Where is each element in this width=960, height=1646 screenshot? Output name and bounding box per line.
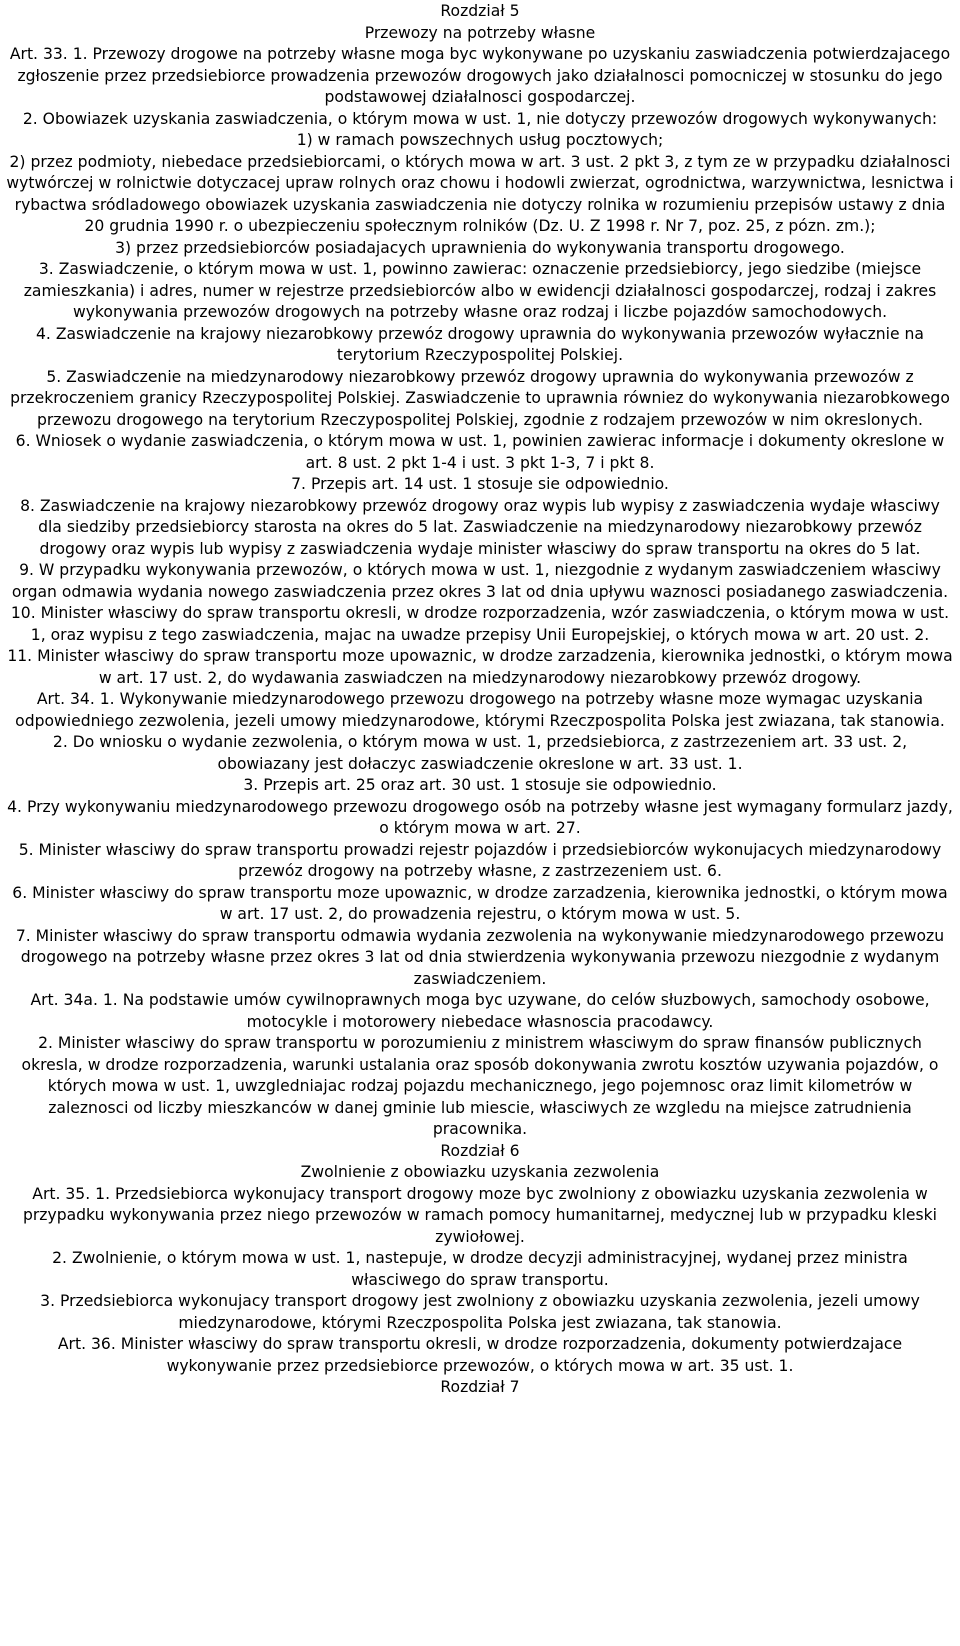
paragraph: 8. Zaswiadczenie na krajowy niezarobkowy przewóz drogowy oraz wypis lub wypisy z zaswiadczenia wydaje własciwy dla siedziby przedsiebiorcy starosta na okres do 5 lat. Zaswiadczenie na miedzynarodowy niezarobkowy przewóz drogowy oraz wypis lub wypisy z zaswiadczenia wydaje minister własciwy do spraw transportu na okres do 5 lat.: [20, 496, 940, 558]
paragraph: 2. Minister własciwy do spraw transportu w porozumieniu z ministrem własciwym do spraw finansów publicznych okresla, w drodze rozporzadzenia, warunki ustalania oraz sposób dokonywania zwrotu kosztów uzywania pojazdów, o których mowa w ust. 1, uwzgledniajac rodzaj pojazdu mechanicznego, jego pojemnosc oraz limit kilometrów w zaleznosci od liczby mieszkanców w danej gminie lub miescie, własciwych ze wzgledu na miejsce zatrudnienia pracownika.: [21, 1034, 939, 1138]
paragraph: Przewozy na potrzeby własne: [364, 23, 596, 42]
paragraph: 2) przez podmioty, niebedace przedsiebiorcami, o których mowa w art. 3 ust. 2 pkt 3, z tym ze w przypadku działalnosci wytwórczej w rolnictwie dotyczacej upraw rolnych oraz chowu i hodowli zwierzat, ogrodnictwa, warzywnictwa, lesnictwa i rybactwa sródladowego obowiazek uzyskania zaswiadczenia nie dotyczy rolnika w rozumieniu przepisów ustawy z dnia 20 grudnia 1990 r. o ubezpieczeniu społecznym rolników (Dz. U. Z 1998 r. Nr 7, poz. 25, z pózn. zm.);: [6, 152, 954, 235]
paragraph: 4. Zaswiadczenie na krajowy niezarobkowy przewóz drogowy uprawnia do wykonywania przewozów wyłacznie na terytorium Rzeczypospolitej Polskiej.: [35, 324, 924, 364]
paragraph: Art. 35. 1. Przedsiebiorca wykonujacy transport drogowy moze byc zwolniony z obowiazku uzyskania zezwolenia w przypadku wykonywania przez niego przewozów w ramach pomocy humanitarnej, medycznej lub w przypadku kleski zywiołowej.: [22, 1184, 937, 1246]
paragraph: 2. Do wniosku o wydanie zezwolenia, o którym mowa w ust. 1, przedsiebiorca, z zastrzezeniem art. 33 ust. 2, obowiazany jest dołaczyc zaswiadczenie okreslone w art. 33 ust. 1.: [52, 733, 908, 773]
paragraph: 7. Przepis art. 14 ust. 1 stosuje sie odpowiednio.: [291, 475, 669, 493]
paragraph: 9. W przypadku wykonywania przewozów, o których mowa w ust. 1, niezgodnie z wydanym zaswiadczeniem własciwy organ odmawia wydania nowego zaswiadczenia przez okres 3 lat od dnia upływu waznosci posiadanego zaswiadczenia.: [11, 561, 949, 601]
paragraph: Art. 34. 1. Wykonywanie miedzynarodowego przewozu drogowego na potrzeby własne moze wymagac uzyskania odpowiedniego zezwolenia, jezeli umowy miedzynarodowe, którymi Rzeczpospolita Polska jest zwiazana, tak stanowia.: [15, 690, 945, 730]
paragraph: Art. 36. Minister własciwy do spraw transportu okresli, w drodze rozporzadzenia, dokumenty potwierdzajace wykonywanie przez przedsiebiorce przewozów, o których mowa w art. 35 ust. 1.: [57, 1335, 903, 1375]
paragraph: 5. Minister własciwy do spraw transportu prowadzi rejestr pojazdów i przedsiebiorców wykonujacych miedzynarodowy przewóz drogowy na potrzeby własne, z zastrzezeniem ust. 6.: [18, 840, 942, 880]
paragraph: 3. Przedsiebiorca wykonujacy transport drogowy jest zwolniony z obowiazku uzyskania zezwolenia, jezeli umowy miedzynarodowe, którymi Rzeczpospolita Polska jest zwiazana, tak stanowia.: [40, 1292, 920, 1332]
paragraph: Rozdział 7: [440, 1378, 520, 1396]
paragraph: 7. Minister własciwy do spraw transportu odmawia wydania zezwolenia na wykonywanie miedzynarodowego przewozu drogowego na potrzeby własne przez okres 3 lat od dnia stwierdzenia wykonywania przewozu niezgodnie z wydanym zaswiadczeniem.: [15, 926, 945, 988]
paragraph: 2. Zwolnienie, o którym mowa w ust. 1, nastepuje, w drodze decyzji administracyjnej, wydanej przez ministra własciwego do spraw transportu.: [52, 1249, 908, 1289]
paragraph: 4. Przy wykonywaniu miedzynarodowego przewozu drogowego osób na potrzeby własne jest wymagany formularz jazdy, o którym mowa w art. 27.: [7, 797, 953, 837]
paragraph: 6. Minister własciwy do spraw transportu moze upowaznic, w drodze zarzadzenia, kierownika jednostki, o którym mowa w art. 17 ust. 2, do prowadzenia rejestru, o którym mowa w ust. 5.: [12, 883, 948, 923]
paragraph: 3) przez przedsiebiorców posiadajacych uprawnienia do wykonywania transportu drogowego.: [115, 238, 845, 257]
paragraph: 3. Zaswiadczenie, o którym mowa w ust. 1, powinno zawierac: oznaczenie przedsiebiorcy, jego siedzibe (miejsce zamieszkania) i adres, numer w rejestrze przedsiebiorców albo w ewidencji działalnosci gospodarczej, rodzaj i zakres wykonywania przewozów drogowych na potrzeby własne oraz rodzaj i liczbe pojazdów samochodowych.: [23, 260, 937, 321]
paragraph: 1) w ramach powszechnych usług pocztowych;: [296, 131, 664, 149]
paragraph: Art. 33. 1. Przewozy drogowe na potrzeby własne moga byc wykonywane po uzyskaniu zaswiadczenia potwierdzajacego zgłoszenie przez przedsiebiorce prowadzenia przewozów drogowych jako działalnosci pomocniczej w stosunku do jego podstawowej działalnosci gospodarczej.: [9, 45, 951, 106]
paragraph: 2. Obowiazek uzyskania zaswiadczenia, o którym mowa w ust. 1, nie dotyczy przewozów drogowych wykonywanych:: [22, 109, 938, 128]
paragraph: 5. Zaswiadczenie na miedzynarodowy niezarobkowy przewóz drogowy uprawnia do wykonywania przewozów z przekroczeniem granicy Rzeczypospolitej Polskiej. Zaswiadczenie to uprawnia równiez do wykonywania niezarobkowego przewozu drogowego na terytorium Rzeczypospolitej Polskiej, zgodnie z rodzajem przewozów w nim okreslonych.: [10, 367, 950, 429]
paragraph: Rozdział 5: [440, 2, 520, 20]
paragraph: 6. Wniosek o wydanie zaswiadczenia, o którym mowa w ust. 1, powinien zawierac informacje i dokumenty okreslone w art. 8 ust. 2 pkt 1-4 i ust. 3 pkt 1-3, 7 i pkt 8.: [15, 432, 945, 472]
paragraph: 10. Minister własciwy do spraw transportu okresli, w drodze rozporzadzenia, wzór zaswiadczenia, o którym mowa w ust. 1, oraz wypisu z tego zaswiadczenia, majac na uwadze przepisy Unii Europejskiej, o których mowa w art. 20 ust. 2.: [10, 604, 950, 644]
paragraph: Zwolnienie z obowiazku uzyskania zezwolenia: [300, 1163, 660, 1181]
paragraph: 11. Minister własciwy do spraw transportu moze upowaznic, w drodze zarzadzenia, kierownika jednostki, o którym mowa w art. 17 ust. 2, do wydawania zaswiadczen na miedzynarodowy niezarobkowy przewóz drogowy.: [7, 647, 953, 687]
paragraph: Art. 34a. 1. Na podstawie umów cywilnoprawnych moga byc uzywane, do celów słuzbowych, samochody osobowe, motocykle i motorowery niebedace własnoscia pracodawcy.: [30, 991, 930, 1031]
paragraph: Rozdział 6: [440, 1141, 520, 1160]
paragraph: 3. Przepis art. 25 oraz art. 30 ust. 1 stosuje sie odpowiednio.: [243, 776, 717, 794]
